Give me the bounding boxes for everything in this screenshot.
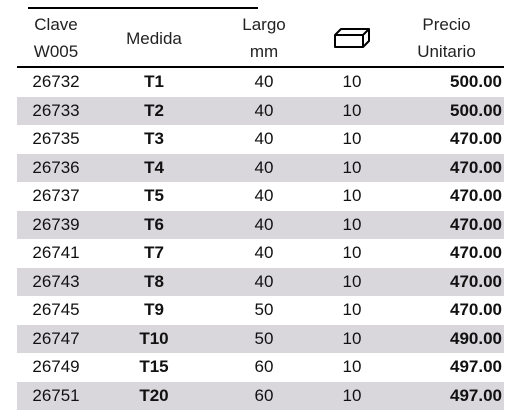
table-row (17, 239, 504, 268)
cell-clave (17, 239, 95, 268)
cell-medida-text: T10 (139, 328, 169, 348)
header-clave-line1: Clave (34, 15, 78, 34)
cell-precio (389, 97, 504, 126)
cell-medida (95, 325, 213, 354)
cell-medida-text: T5 (144, 186, 164, 205)
cell-largo (213, 97, 315, 126)
cell-qty (315, 239, 389, 268)
cell-precio (389, 268, 504, 297)
cell-medida-text: T1 (144, 72, 164, 91)
cell-precio (389, 125, 504, 154)
cell-clave (17, 268, 95, 297)
cell-medida-text: T8 (144, 271, 164, 291)
header-box (315, 10, 389, 66)
table-body (17, 68, 504, 410)
cell-precio (389, 353, 504, 382)
cell-medida (95, 97, 213, 126)
cell-medida (95, 68, 213, 97)
cell-qty (315, 325, 389, 354)
header-clave-line2: W005 (33, 42, 79, 61)
header-precio-line1: Precio (422, 15, 471, 34)
cell-clave (17, 68, 95, 97)
cell-qty (315, 296, 389, 325)
cell-medida (95, 268, 213, 297)
price-table (17, 10, 504, 410)
cell-qty (315, 211, 389, 240)
cell-qty (315, 353, 389, 382)
cell-medida-text: T3 (144, 129, 164, 148)
cell-precio-text: 490.00 (450, 328, 502, 348)
cell-precio (389, 182, 504, 211)
cell-precio-text: 470.00 (450, 214, 502, 234)
cell-precio (389, 325, 504, 354)
cell-medida (95, 239, 213, 268)
cell-medida (95, 211, 213, 240)
cell-qty-text: 10 (342, 271, 362, 291)
cell-largo-text: 40 (254, 129, 274, 148)
cell-clave-text: 26749 (32, 357, 80, 376)
cell-clave (17, 382, 95, 411)
cell-precio (389, 68, 504, 97)
cell-medida (95, 182, 213, 211)
cell-largo (213, 211, 315, 240)
cell-precio-text: 470.00 (450, 243, 502, 262)
cell-precio-text: 470.00 (450, 271, 502, 291)
box-icon (332, 27, 372, 49)
cell-clave-text: 26736 (32, 157, 80, 177)
cell-qty-text: 10 (342, 300, 362, 319)
cell-clave-text: 26737 (32, 186, 80, 205)
cell-qty-text: 10 (342, 243, 362, 262)
cell-largo-text: 60 (254, 385, 274, 405)
cell-medida-text: T6 (144, 214, 164, 234)
header-precio (389, 10, 504, 66)
cell-clave-text: 26739 (32, 214, 80, 234)
cell-qty-text: 10 (342, 328, 362, 348)
cell-precio-text: 500.00 (450, 72, 502, 91)
cell-clave-text: 26745 (32, 300, 80, 319)
cell-precio-text: 470.00 (450, 300, 502, 319)
cell-medida-text: T20 (139, 385, 169, 405)
cell-qty (315, 68, 389, 97)
header-largo-line1: Largo (242, 15, 286, 34)
table-row (17, 382, 504, 411)
cell-clave (17, 325, 95, 354)
cell-qty (315, 154, 389, 183)
cell-precio (389, 239, 504, 268)
cell-largo (213, 125, 315, 154)
cell-medida-text: T7 (144, 243, 164, 262)
cell-largo (213, 353, 315, 382)
cell-precio (389, 296, 504, 325)
cell-precio (389, 211, 504, 240)
cell-medida-text: T4 (144, 157, 164, 177)
cell-qty (315, 125, 389, 154)
cell-largo (213, 325, 315, 354)
cell-clave (17, 296, 95, 325)
table-row (17, 182, 504, 211)
top-rule (28, 0, 258, 9)
cell-clave-text: 26741 (32, 243, 80, 262)
cell-qty-text: 10 (342, 129, 362, 148)
table-row (17, 154, 504, 183)
cell-medida (95, 382, 213, 411)
cell-clave-text: 26743 (32, 271, 80, 291)
cell-largo (213, 68, 315, 97)
cell-largo-text: 60 (254, 357, 274, 376)
cell-clave (17, 154, 95, 183)
cell-largo-text: 40 (254, 157, 274, 177)
cell-largo (213, 296, 315, 325)
cell-qty-text: 10 (342, 100, 362, 120)
cell-medida (95, 154, 213, 183)
cell-largo-text: 50 (254, 328, 274, 348)
table-row (17, 268, 504, 297)
cell-qty-text: 10 (342, 385, 362, 405)
cell-largo-text: 40 (254, 100, 274, 120)
cell-precio-text: 470.00 (450, 157, 502, 177)
cell-qty-text: 10 (342, 186, 362, 205)
cell-precio-text: 500.00 (450, 100, 502, 120)
table-row (17, 68, 504, 97)
cell-precio (389, 154, 504, 183)
cell-qty-text: 10 (342, 157, 362, 177)
cell-largo-text: 40 (254, 186, 274, 205)
cell-precio (389, 382, 504, 411)
cell-qty (315, 382, 389, 411)
cell-precio-text: 470.00 (450, 186, 502, 205)
cell-qty (315, 268, 389, 297)
cell-precio-text: 470.00 (450, 129, 502, 148)
cell-largo-text: 40 (254, 214, 274, 234)
header-clave (17, 10, 95, 66)
cell-medida-text: T9 (144, 300, 164, 319)
cell-medida-text: T2 (144, 100, 164, 120)
cell-qty-text: 10 (342, 214, 362, 234)
table-header (17, 10, 504, 68)
cell-medida-text: T15 (139, 357, 169, 376)
cell-precio-text: 497.00 (450, 357, 502, 376)
header-largo (213, 10, 315, 66)
cell-clave (17, 353, 95, 382)
cell-largo (213, 239, 315, 268)
cell-qty (315, 182, 389, 211)
cell-clave-text: 26735 (32, 129, 80, 148)
cell-largo-text: 40 (254, 72, 274, 91)
cell-clave (17, 182, 95, 211)
cell-clave (17, 97, 95, 126)
cell-clave (17, 125, 95, 154)
cell-largo (213, 182, 315, 211)
cell-precio-text: 497.00 (450, 385, 502, 405)
header-precio-line2: Unitario (417, 42, 476, 61)
cell-qty-text: 10 (342, 357, 362, 376)
cell-clave-text: 26733 (32, 100, 80, 120)
table-row (17, 125, 504, 154)
cell-largo-text: 40 (254, 243, 274, 262)
cell-largo-text: 50 (254, 300, 274, 319)
cell-largo (213, 268, 315, 297)
table-row (17, 325, 504, 354)
cell-largo (213, 154, 315, 183)
header-medida-label: Medida (126, 28, 182, 48)
header-medida (95, 10, 213, 66)
cell-medida (95, 125, 213, 154)
cell-qty (315, 97, 389, 126)
table-row (17, 296, 504, 325)
cell-clave-text: 26747 (32, 328, 80, 348)
cell-medida (95, 353, 213, 382)
table-row (17, 97, 504, 126)
cell-largo (213, 382, 315, 411)
cell-clave (17, 211, 95, 240)
cell-largo-text: 40 (254, 271, 274, 291)
table-row (17, 211, 504, 240)
header-largo-line2: mm (249, 42, 279, 61)
cell-clave-text: 26732 (32, 72, 80, 91)
cell-qty-text: 10 (342, 72, 362, 91)
cell-medida (95, 296, 213, 325)
cell-clave-text: 26751 (32, 385, 80, 405)
table-row (17, 353, 504, 382)
